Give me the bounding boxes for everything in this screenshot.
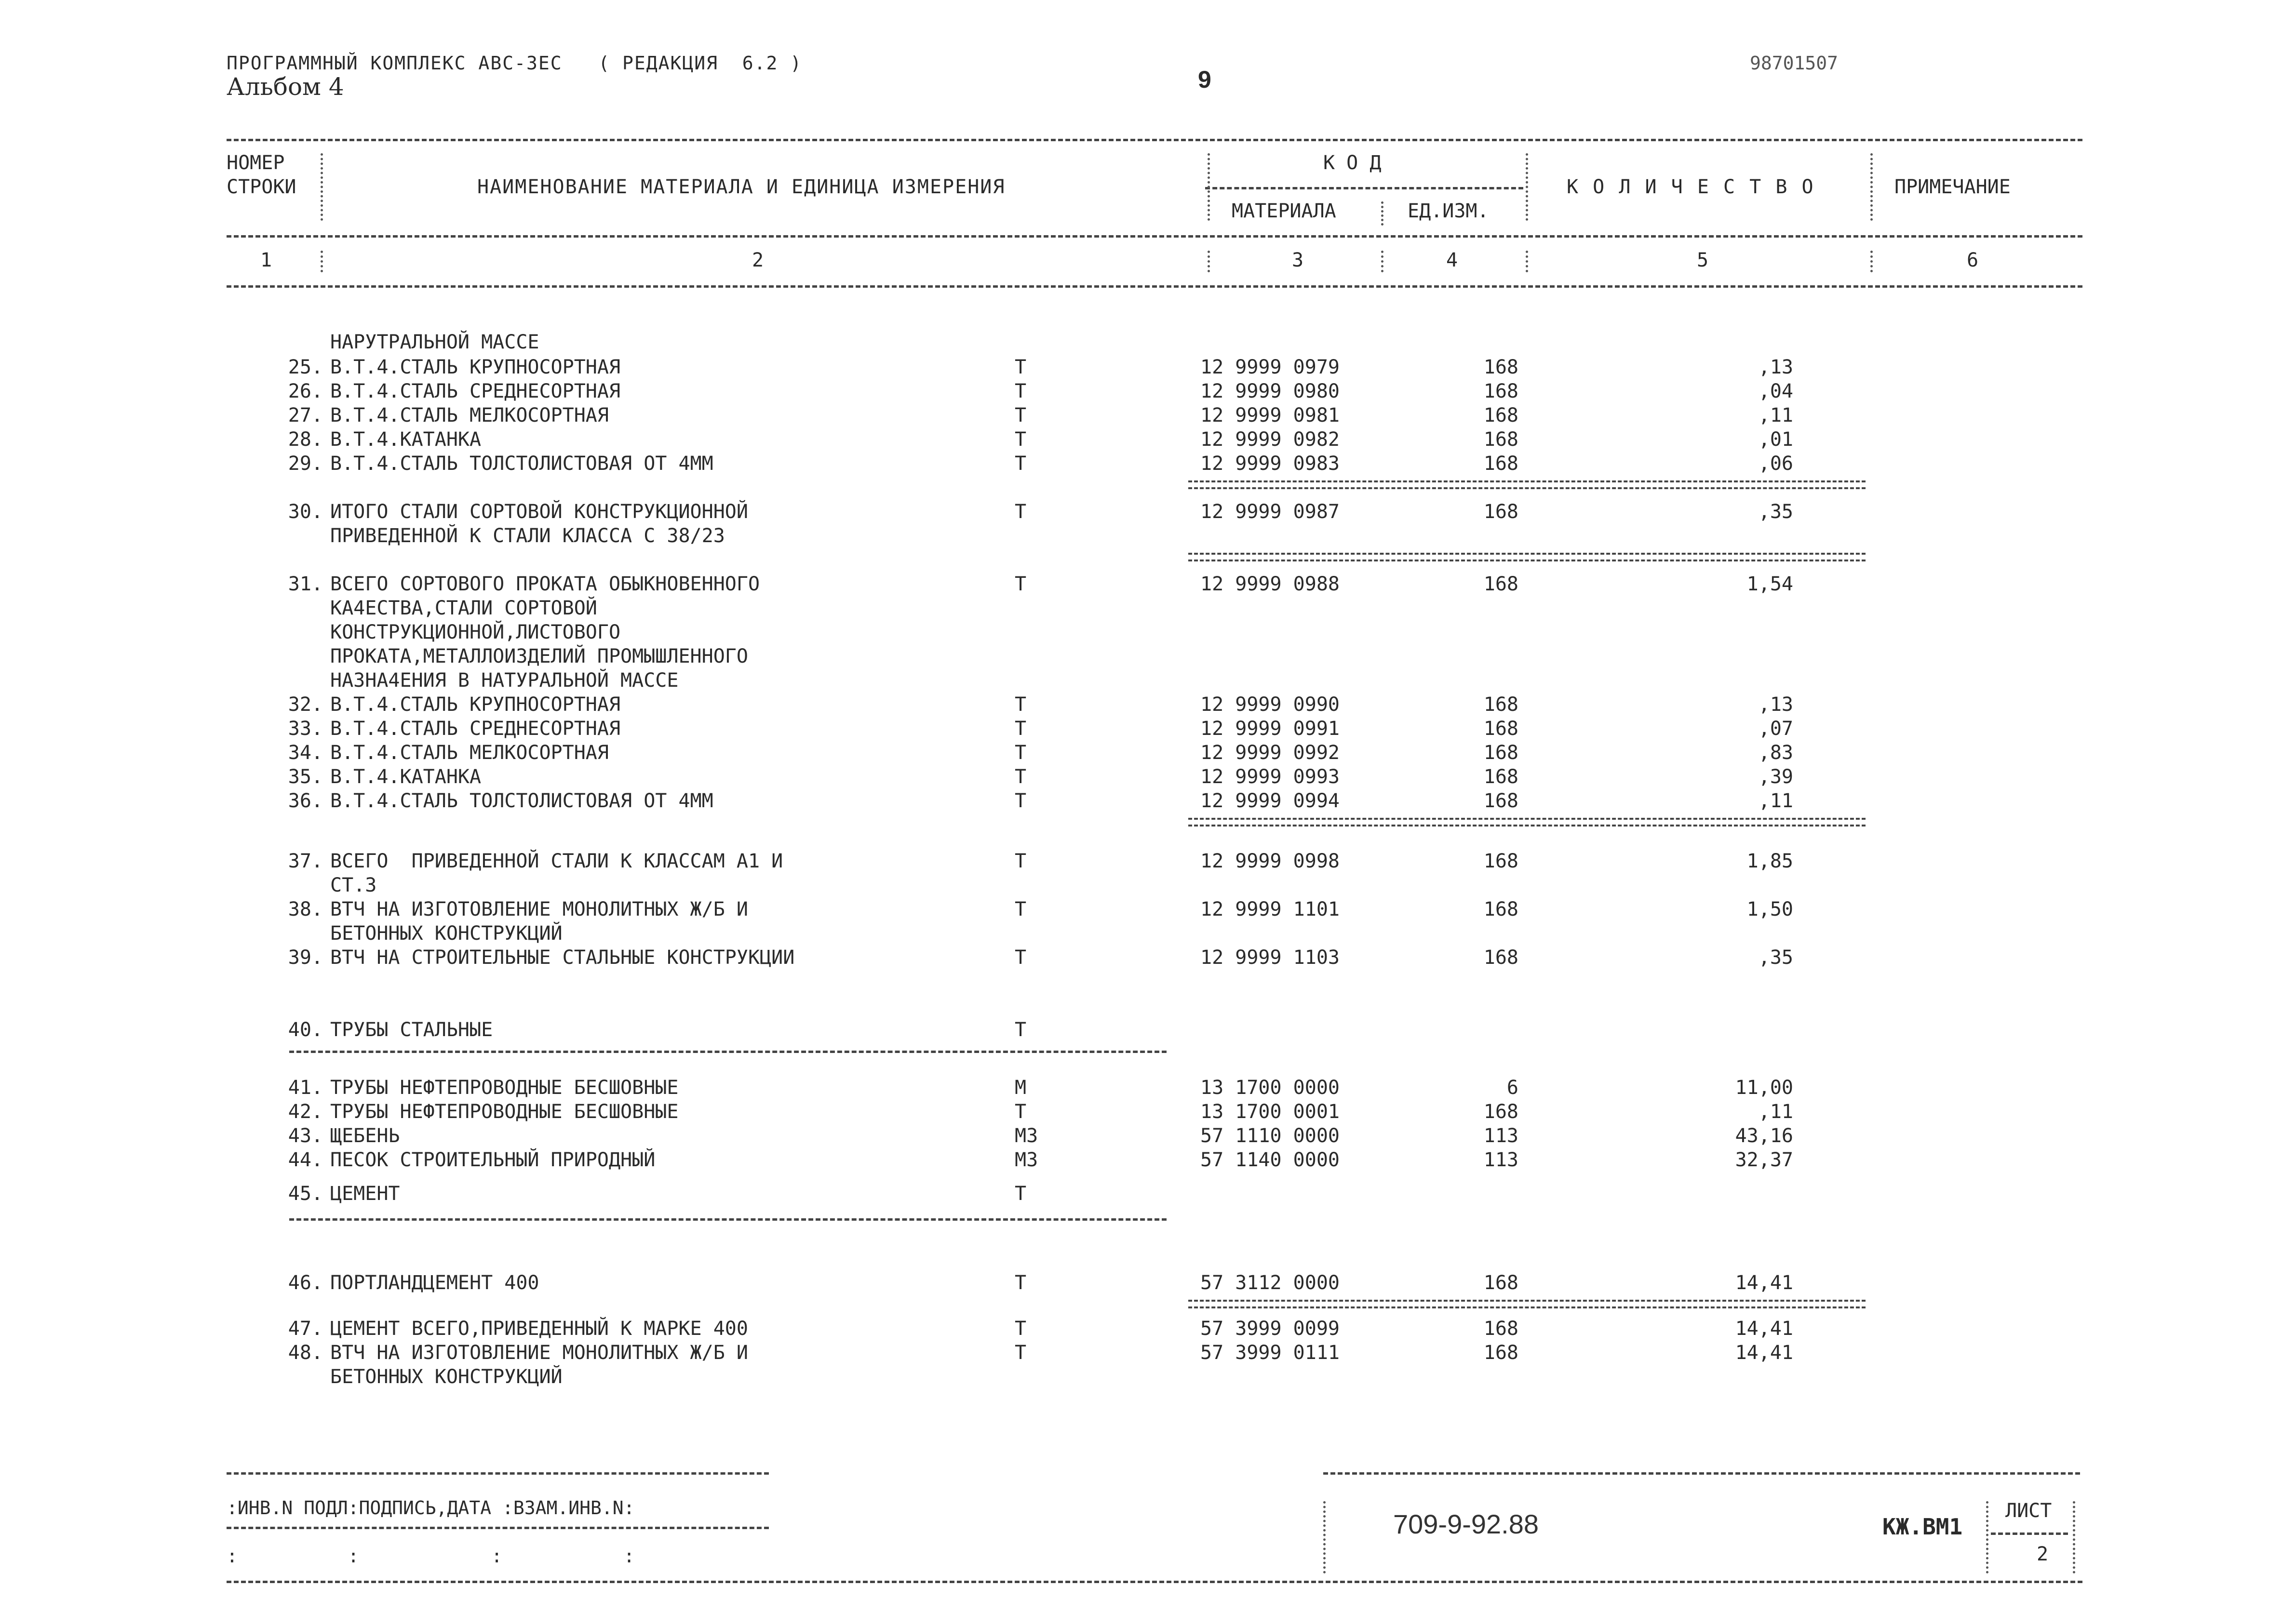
stamp-top-rule — [227, 1472, 769, 1475]
row-material-code: 57 3999 0099 — [1200, 1318, 1340, 1340]
row-number: 42. — [288, 1101, 323, 1123]
row-unit: Т — [1015, 1272, 1027, 1294]
row-quantity: 1,54 — [1746, 573, 1793, 595]
row-material-code: 12 9999 0993 — [1200, 766, 1340, 788]
row-unit-code: 168 — [1483, 380, 1518, 402]
row-unit: Т — [1015, 573, 1027, 595]
row-number: 41. — [288, 1077, 323, 1099]
row-name: ТРУБЫ НЕФТЕПРОВОДНЫЕ БЕСШОВНЫЕ — [330, 1077, 679, 1099]
table-row — [0, 1126, 2296, 1150]
row-quantity: 14,41 — [1735, 1318, 1793, 1340]
total-rule — [1188, 818, 1866, 826]
row-unit: Т — [1015, 428, 1027, 451]
row-number: 37. — [288, 850, 323, 872]
row-material-code: 12 9999 0994 — [1200, 790, 1340, 812]
row-unit-code: 168 — [1483, 1318, 1518, 1340]
table-row — [0, 743, 2296, 767]
row-unit-code: 168 — [1483, 356, 1518, 378]
row-number: 36. — [288, 790, 323, 812]
total-rule — [1188, 553, 1866, 561]
sheet-label: ЛИСТ — [2005, 1500, 2052, 1522]
row-unit: Т — [1015, 1183, 1027, 1205]
row-material-code: 12 9999 0979 — [1200, 356, 1340, 378]
row-material-code: 57 1140 0000 — [1200, 1149, 1340, 1171]
row-name: ВСЕГО СОРТОВОГО ПРОКАТА ОБЫКНОВЕННОГО — [330, 573, 760, 595]
row-material-code: 12 9999 0992 — [1200, 742, 1340, 764]
row-name: ЩЕБЕНЬ — [330, 1125, 400, 1147]
document-mark: КЖ.ВМ1 — [1882, 1514, 1963, 1540]
row-name: ТРУБЫ СТАЛЬНЫЕ — [330, 1019, 493, 1041]
row-material-code: 57 3112 0000 — [1200, 1272, 1340, 1294]
row-number: 26. — [288, 380, 323, 402]
col-number-label-2: СТРОКИ — [227, 176, 296, 198]
row-number: 29. — [288, 453, 323, 475]
table-row — [0, 1184, 2296, 1208]
header-separator — [1208, 153, 1210, 221]
page-bottom-rule — [227, 1581, 2082, 1583]
row-quantity: ,83 — [1758, 742, 1793, 764]
row-name: В.Т.4.КАТАНКА — [330, 428, 482, 451]
row-quantity: 1,85 — [1746, 850, 1793, 872]
row-name: ЦЕМЕНТ — [330, 1183, 400, 1205]
row-name: ВТЧ НА СТРОИТЕЛЬНЫЕ СТАЛЬНЫЕ КОНСТРУКЦИИ — [330, 946, 795, 969]
row-name: ВТЧ НА ИЗГОТОВЛЕНИЕ МОНОЛИТНЫХ Ж/Б И — [330, 898, 748, 920]
row-unit: М — [1015, 1077, 1027, 1099]
row-quantity: 32,37 — [1735, 1149, 1793, 1171]
row-name: В.Т.4.СТАЛЬ ТОЛСТОЛИСТОВАЯ ОТ 4ММ — [330, 790, 713, 812]
row-unit: Т — [1015, 501, 1027, 523]
row-quantity: 14,41 — [1735, 1272, 1793, 1294]
row-name: В.Т.4.СТАЛЬ МЕЛКОСОРТНАЯ — [330, 404, 609, 426]
header-bottom-rule — [227, 285, 2082, 288]
row-number: 34. — [288, 742, 323, 764]
col-index-6: 6 — [1967, 249, 1979, 271]
sheet-number: 2 — [2037, 1543, 2049, 1565]
row-material-code: 12 9999 1103 — [1200, 946, 1340, 969]
table-row — [0, 502, 2296, 526]
row-unit: Т — [1015, 718, 1027, 740]
col-note-label: ПРИМЕЧАНИЕ — [1894, 176, 2011, 198]
col-index-1: 1 — [260, 249, 272, 271]
table-row — [0, 382, 2296, 406]
row-name: ВСЕГО ПРИВЕДЕННОЙ СТАЛИ К КЛАССАМ А1 И — [330, 850, 783, 872]
row-number: 48. — [288, 1342, 323, 1364]
row-quantity: 11,00 — [1735, 1077, 1793, 1099]
row-name: В.Т.4.СТАЛЬ СРЕДНЕСОРТНАЯ — [330, 380, 621, 402]
row-number: 35. — [288, 766, 323, 788]
index-separator — [1870, 251, 1873, 272]
row-quantity: ,11 — [1758, 1101, 1793, 1123]
row-material-code: 12 9999 0983 — [1200, 453, 1340, 475]
row-unit-code: 168 — [1483, 453, 1518, 475]
row-quantity: 14,41 — [1735, 1342, 1793, 1364]
row-number: 44. — [288, 1149, 323, 1171]
table-row — [0, 358, 2296, 382]
table-top-rule — [227, 139, 2082, 141]
row-unit: Т — [1015, 790, 1027, 812]
row-number: 39. — [288, 946, 323, 969]
row-name: ПОРТЛАНДЦЕМЕНТ 400 — [330, 1272, 539, 1294]
row-unit: Т — [1015, 1318, 1027, 1340]
row-quantity: ,06 — [1758, 453, 1793, 475]
row-unit-code: 168 — [1483, 850, 1518, 872]
col-code-label: К О Д — [1323, 152, 1382, 174]
page-number: 9 — [1198, 66, 1211, 93]
row-unit: Т — [1015, 946, 1027, 969]
index-separator — [1208, 251, 1210, 272]
row-number: 31. — [288, 573, 323, 595]
row-unit-code: 168 — [1483, 1272, 1518, 1294]
row-unit: Т — [1015, 356, 1027, 378]
row-material-code: 12 9999 0980 — [1200, 380, 1340, 402]
col-index-2: 2 — [752, 249, 764, 271]
row-name: ИТОГО СТАЛИ СОРТОВОЙ КОНСТРУКЦИОННОЙ — [330, 501, 748, 523]
code-subheader-rule — [1205, 187, 1523, 189]
row-number: 27. — [288, 404, 323, 426]
row-quantity: ,01 — [1758, 428, 1793, 451]
row-name-continuation: ПРИВЕДЕННОЙ К СТАЛИ КЛАССА С 38/23 — [330, 525, 725, 547]
total-rule — [1188, 1300, 1866, 1308]
table-row — [0, 948, 2296, 972]
row-material-code: 13 1700 0001 — [1200, 1101, 1340, 1123]
row-quantity: ,04 — [1758, 380, 1793, 402]
row-quantity: 1,50 — [1746, 898, 1793, 920]
table-row — [0, 1102, 2296, 1126]
row-material-code: 13 1700 0000 — [1200, 1077, 1340, 1099]
table-row — [0, 1020, 2296, 1044]
group-rule — [289, 1051, 1167, 1053]
row-quantity: ,11 — [1758, 790, 1793, 812]
row-number: 47. — [288, 1318, 323, 1340]
row-name: В.Т.4.СТАЛЬ СРЕДНЕСОРТНАЯ — [330, 718, 621, 740]
row-unit-code: 168 — [1483, 946, 1518, 969]
sheet-rule — [1991, 1532, 2068, 1535]
row-name-continuation: СТ.3 — [330, 874, 377, 896]
row-name-continuation: БЕТОННЫХ КОНСТРУКЦИЙ — [330, 922, 563, 945]
row-number: 38. — [288, 898, 323, 920]
row-number: 45. — [288, 1183, 323, 1205]
row-unit-code: 168 — [1483, 1101, 1518, 1123]
header-separator — [1526, 153, 1528, 221]
table-row — [0, 900, 2296, 924]
row-quantity: ,11 — [1758, 404, 1793, 426]
row-unit-code: 168 — [1483, 501, 1518, 523]
row-name: В.Т.4.СТАЛЬ МЕЛКОСОРТНАЯ — [330, 742, 609, 764]
row-unit-code: 113 — [1483, 1149, 1518, 1171]
row-material-code: 57 3999 0111 — [1200, 1342, 1340, 1364]
table-row — [0, 791, 2296, 815]
doc-number: 709-9-92.88 — [1393, 1509, 1539, 1539]
row-name: ПЕСОК СТРОИТЕЛЬНЫЙ ПРИРОДНЫЙ — [330, 1149, 656, 1171]
row-unit: Т — [1015, 1019, 1027, 1041]
row-unit-code: 6 — [1506, 1077, 1518, 1099]
row-number: 30. — [288, 501, 323, 523]
row-unit: Т — [1015, 404, 1027, 426]
section-title: НАРУТРАЛЬНОЙ МАССЕ — [330, 331, 539, 353]
row-unit-code: 168 — [1483, 693, 1518, 716]
row-name-continuation: КОНСТРУКЦИОННОЙ,ЛИСТОВОГО — [330, 621, 621, 643]
table-row — [0, 1150, 2296, 1174]
row-quantity: ,13 — [1758, 356, 1793, 378]
row-name: ТРУБЫ НЕФТЕПРОВОДНЫЕ БЕСШОВНЫЕ — [330, 1101, 679, 1123]
col-number-label-1: НОМЕР — [227, 152, 285, 174]
stamp-separators: : : : : — [227, 1546, 635, 1567]
table-row — [0, 1078, 2296, 1102]
row-unit: Т — [1015, 1342, 1027, 1364]
row-name-continuation: КА4ЕСТВА,СТАЛИ СОРТОВОЙ — [330, 597, 597, 619]
stamp-labels: :ИНВ.N ПОДЛ:ПОДПИСЬ,ДАТА :ВЗАМ.ИНВ.N: — [227, 1497, 635, 1519]
row-material-code: 12 9999 0987 — [1200, 501, 1340, 523]
index-separator — [321, 251, 323, 272]
index-separator — [1526, 251, 1528, 272]
header-separator — [1870, 153, 1873, 221]
row-unit: Т — [1015, 693, 1027, 716]
row-number: 32. — [288, 693, 323, 716]
row-unit-code: 113 — [1483, 1125, 1518, 1147]
row-name: В.Т.4.СТАЛЬ ТОЛСТОЛИСТОВАЯ ОТ 4ММ — [330, 453, 713, 475]
table-row — [0, 406, 2296, 430]
row-quantity: ,07 — [1758, 718, 1793, 740]
row-unit-code: 168 — [1483, 790, 1518, 812]
row-quantity: ,39 — [1758, 766, 1793, 788]
title-block-separator — [1323, 1501, 1326, 1573]
row-name: ЦЕМЕНТ ВСЕГО,ПРИВЕДЕННЫЙ К МАРКЕ 400 — [330, 1318, 748, 1340]
row-name: В.Т.4.СТАЛЬ КРУПНОСОРТНАЯ — [330, 693, 621, 716]
title-block-top-rule — [1323, 1472, 2080, 1475]
row-number: 40. — [288, 1019, 323, 1041]
row-name: В.Т.4.КАТАНКА — [330, 766, 482, 788]
row-number: 28. — [288, 428, 323, 451]
index-separator — [1381, 251, 1383, 272]
row-unit-code: 168 — [1483, 718, 1518, 740]
row-quantity: ,35 — [1758, 946, 1793, 969]
row-unit: М3 — [1015, 1125, 1038, 1147]
table-row — [0, 1273, 2296, 1297]
row-name: В.Т.4.СТАЛЬ КРУПНОСОРТНАЯ — [330, 356, 621, 378]
row-quantity: ,13 — [1758, 693, 1793, 716]
row-unit-code: 168 — [1483, 1342, 1518, 1364]
col-index-3: 3 — [1292, 249, 1304, 271]
row-name-continuation: ПРОКАТА,МЕТАЛЛОИЗДЕЛИЙ ПРОМЫШЛЕННОГО — [330, 645, 748, 667]
album-label: Альбом 4 — [227, 73, 344, 101]
row-unit: Т — [1015, 453, 1027, 475]
row-material-code: 12 9999 1101 — [1200, 898, 1340, 920]
col-code-unit-label: ЕД.ИЗМ. — [1408, 200, 1489, 222]
table-row — [0, 767, 2296, 791]
col-quantity-label: К О Л И Ч Е С Т В О — [1567, 176, 1815, 198]
header-index-rule — [227, 235, 2082, 238]
col-index-4: 4 — [1446, 249, 1458, 271]
row-name-continuation: НАЗНА4ЕНИЯ В НАТУРАЛЬНОЙ МАССЕ — [330, 669, 679, 692]
row-unit: Т — [1015, 766, 1027, 788]
table-row — [0, 574, 2296, 599]
row-material-code: 12 9999 0988 — [1200, 573, 1340, 595]
row-unit-code: 168 — [1483, 404, 1518, 426]
row-unit: Т — [1015, 850, 1027, 872]
title-block-separator — [2073, 1501, 2075, 1573]
row-material-code: 12 9999 0982 — [1200, 428, 1340, 451]
header-separator — [321, 153, 323, 221]
col-name-label: НАИМЕНОВАНИЕ МАТЕРИАЛА И ЕДИНИЦА ИЗМЕРЕНИЯ — [477, 176, 1006, 198]
row-number: 46. — [288, 1272, 323, 1294]
row-unit: Т — [1015, 1101, 1027, 1123]
row-unit: Т — [1015, 380, 1027, 402]
table-row — [0, 430, 2296, 454]
row-number: 25. — [288, 356, 323, 378]
total-rule — [1188, 480, 1866, 489]
row-quantity: ,35 — [1758, 501, 1793, 523]
table-row — [0, 454, 2296, 478]
row-unit: М3 — [1015, 1149, 1038, 1171]
table-row — [0, 695, 2296, 719]
table-row — [0, 719, 2296, 743]
col-index-5: 5 — [1697, 249, 1709, 271]
row-material-code: 12 9999 0998 — [1200, 850, 1340, 872]
table-row — [0, 1319, 2296, 1343]
row-material-code: 12 9999 0981 — [1200, 404, 1340, 426]
row-unit-code: 168 — [1483, 898, 1518, 920]
row-unit-code: 168 — [1483, 428, 1518, 451]
row-name-continuation: БЕТОННЫХ КОНСТРУКЦИЙ — [330, 1366, 563, 1388]
row-unit-code: 168 — [1483, 573, 1518, 595]
row-unit-code: 168 — [1483, 766, 1518, 788]
header-separator — [1381, 201, 1383, 226]
col-code-material-label: МАТЕРИАЛА — [1232, 200, 1336, 222]
title-block-separator — [1986, 1501, 1988, 1573]
table-row — [0, 852, 2296, 876]
row-unit: Т — [1015, 742, 1027, 764]
row-material-code: 12 9999 0991 — [1200, 718, 1340, 740]
program-header: ПРОГРАММНЫЙ КОМПЛЕКС АВС-3ЕС ( РЕДАКЦИЯ 6.2 ) — [227, 53, 803, 74]
document-code: 98701507 — [1750, 53, 1839, 74]
group-rule — [289, 1218, 1167, 1221]
table-row — [0, 1343, 2296, 1367]
row-name: ВТЧ НА ИЗГОТОВЛЕНИЕ МОНОЛИТНЫХ Ж/Б И — [330, 1342, 748, 1364]
row-number: 33. — [288, 718, 323, 740]
row-unit-code: 168 — [1483, 742, 1518, 764]
row-unit: Т — [1015, 898, 1027, 920]
stamp-mid-rule — [227, 1527, 769, 1529]
row-material-code: 12 9999 0990 — [1200, 693, 1340, 716]
row-material-code: 57 1110 0000 — [1200, 1125, 1340, 1147]
row-quantity: 43,16 — [1735, 1125, 1793, 1147]
row-number: 43. — [288, 1125, 323, 1147]
